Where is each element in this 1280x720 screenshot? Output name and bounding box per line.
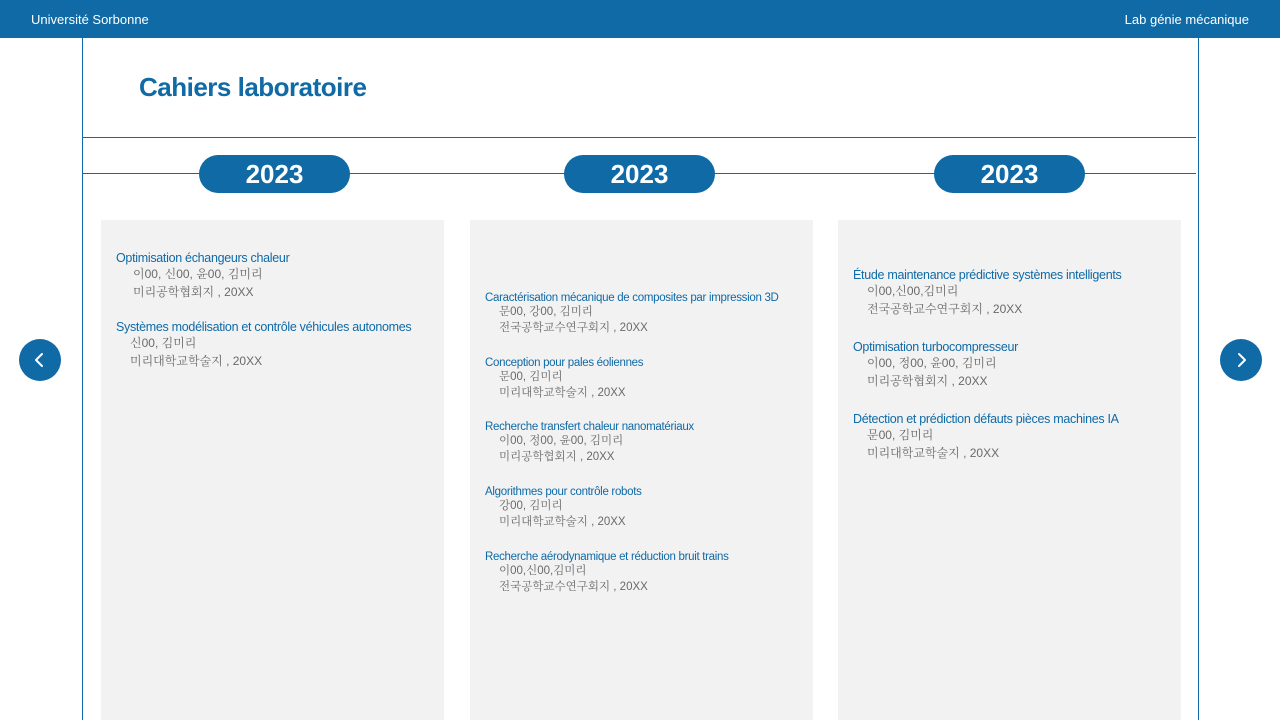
entry-venue: 전국공학교수연구회지 , 20XX — [867, 302, 1023, 316]
list-item[interactable] — [485, 551, 805, 595]
entry-venue: 미리공학협회지 , 20XX — [867, 374, 988, 388]
entry-authors: 이00, 정00, 윤00, 김미리 — [499, 435, 624, 447]
left-frame-line — [82, 38, 83, 720]
year-pill-2: 2023 — [564, 155, 715, 193]
list-item[interactable] — [853, 412, 1173, 462]
entry-title[interactable]: Détection et prédiction défauts pièces machines IA — [853, 412, 1119, 426]
entry-authors: 이00, 신00, 윤00, 김미리 — [133, 267, 263, 281]
top-bar — [0, 0, 1280, 38]
list-item[interactable] — [853, 340, 1173, 390]
university-name: Université Sorbonne — [31, 12, 149, 27]
chevron-left-icon — [32, 352, 48, 368]
entry-title[interactable]: Étude maintenance prédictive systèmes intelligents — [853, 268, 1122, 282]
list-item[interactable] — [853, 268, 1173, 318]
entry-authors: 신00, 김미리 — [130, 336, 197, 350]
entry-title[interactable]: Algorithmes pour contrôle robots — [485, 486, 642, 498]
entry-authors: 이00, 정00, 윤00, 김미리 — [867, 356, 997, 370]
column-panel-3 — [838, 220, 1181, 720]
entry-authors: 이00,신00,김미리 — [867, 284, 959, 298]
chevron-right-icon — [1233, 352, 1249, 368]
title-divider — [83, 137, 1196, 138]
column-panel-2 — [470, 220, 813, 720]
right-frame-line — [1198, 38, 1199, 720]
page-title: Cahiers laboratoire — [139, 72, 367, 102]
entry-venue: 미리공학협회지 , 20XX — [133, 285, 254, 299]
entry-authors: 문00, 김미리 — [867, 428, 934, 442]
entry-title[interactable]: Recherche transfert chaleur nanomatériaux — [485, 421, 694, 433]
lab-name: Lab génie mécanique — [1124, 12, 1249, 27]
entry-venue: 전국공학교수연구회지 , 20XX — [499, 322, 648, 334]
next-button[interactable] — [1220, 339, 1262, 381]
entry-title[interactable]: Recherche aérodynamique et réduction bruit trains — [485, 551, 729, 563]
entry-venue: 미리공학협회지 , 20XX — [499, 451, 615, 463]
entry-authors: 문00, 강00, 김미리 — [499, 306, 593, 318]
year-pill-3: 2023 — [934, 155, 1085, 193]
entry-title[interactable]: Caractérisation mécanique de composites par impression 3D — [485, 292, 779, 304]
entry-authors: 이00,신00,김미리 — [499, 565, 587, 577]
entry-authors: 강00, 김미리 — [499, 500, 563, 512]
entry-title[interactable]: Systèmes modélisation et contrôle véhicules autonomes — [116, 320, 412, 334]
entry-venue: 전국공학교수연구회지 , 20XX — [499, 581, 648, 593]
list-item[interactable] — [485, 292, 805, 336]
entry-venue: 미리대학교학술지 , 20XX — [130, 354, 263, 368]
entry-venue: 미리대학교학술지 , 20XX — [499, 387, 626, 399]
list-item[interactable] — [116, 320, 436, 370]
entry-title[interactable]: Optimisation échangeurs chaleur — [116, 251, 290, 265]
entry-venue: 미리대학교학술지 , 20XX — [499, 516, 626, 528]
entry-venue: 미리대학교학술지 , 20XX — [867, 446, 1000, 460]
year-pill-1: 2023 — [199, 155, 350, 193]
list-item[interactable] — [485, 421, 805, 465]
list-item[interactable] — [116, 251, 436, 301]
list-item[interactable] — [485, 486, 805, 530]
prev-button[interactable] — [19, 339, 61, 381]
entry-title[interactable]: Optimisation turbocompresseur — [853, 340, 1018, 354]
list-item[interactable] — [485, 357, 805, 401]
entry-authors: 문00, 김미리 — [499, 371, 563, 383]
column-panel-1 — [101, 220, 444, 720]
entry-title[interactable]: Conception pour pales éoliennes — [485, 357, 644, 369]
